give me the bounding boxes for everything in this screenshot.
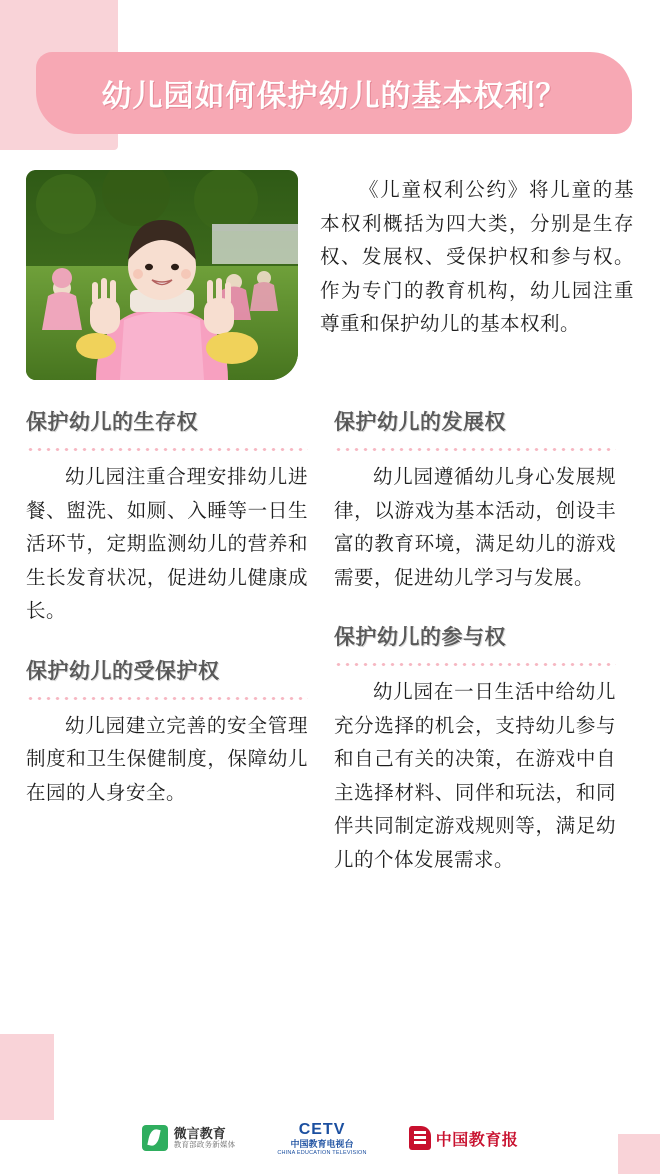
dotted-divider — [26, 693, 308, 700]
hero-photo — [26, 170, 298, 380]
leaf-icon — [142, 1125, 168, 1151]
section-protection-right — [26, 655, 308, 811]
sections-columns — [26, 406, 634, 903]
left-column — [26, 406, 308, 903]
section-heading: 保护幼儿的受保护权 — [26, 659, 220, 683]
section-heading: 保护幼儿的发展权 — [334, 411, 506, 434]
logo-sublabel: 教育部政务新媒体 — [173, 1140, 236, 1150]
section-body: 幼儿园注重合理安排幼儿进餐、盥洗、如厕、入睡等一日生活环节，定期监测幼儿的营养和生长发育状况，促进幼儿健康成长。 — [26, 466, 308, 623]
flag-icon — [409, 1126, 431, 1150]
section-survival-right — [26, 406, 308, 629]
dotted-divider — [26, 444, 308, 451]
right-column — [334, 406, 616, 903]
section-body: 幼儿园建立完善的安全管理制度和卫生保健制度，保障幼儿在园的人身安全。 — [26, 714, 308, 804]
content-area — [26, 170, 634, 903]
dotted-divider — [334, 659, 616, 666]
logo-sublabel: 中国教育电视台 — [290, 1139, 354, 1150]
logo-weiyan-jiaoyu — [142, 1125, 236, 1151]
section-heading: 保护幼儿的参与权 — [334, 626, 506, 650]
logo-label: 微言教育 — [173, 1126, 226, 1142]
logo-cetv — [277, 1121, 366, 1156]
footer-logos — [0, 1121, 660, 1156]
logo-sublabel-en: CHINA EDUCATION TELEVISION — [277, 1149, 367, 1156]
intro-row — [26, 170, 634, 380]
logo-zhongguo-jiaoyubao — [409, 1126, 519, 1150]
intro-paragraph: 《儿童权利公约》将儿童的基本权利概括为四大类，分别是生存权、发展权、受保护权和参与权。作为专门的教育机构，幼儿园注重尊重和保护幼儿的基本权利。 — [320, 179, 634, 336]
decorative-corner-bottom-left — [0, 1034, 54, 1120]
section-participation-right — [334, 621, 616, 877]
section-body: 幼儿园遵循幼儿身心发展规律，以游戏为基本活动，创设丰富的教育环境，满足幼儿的游戏需要，促进幼儿学习与发展。 — [334, 466, 616, 589]
logo-label: 中国教育报 — [435, 1131, 519, 1149]
dotted-divider — [334, 444, 616, 451]
section-heading: 保护幼儿的生存权 — [26, 411, 198, 434]
section-development-right — [334, 406, 616, 595]
page-title: 幼儿园如何保护幼儿的基本权利？ — [101, 80, 567, 113]
logo-label: CETV — [298, 1120, 346, 1138]
section-body: 幼儿园在一日生活中给幼儿充分选择的机会，支持幼儿参与和自己有关的决策，在游戏中自主选择材料、同伴和玩法，和同伴共同制定游戏规则等，满足幼儿的个体发展需求。 — [334, 681, 616, 871]
title-banner — [36, 52, 632, 134]
